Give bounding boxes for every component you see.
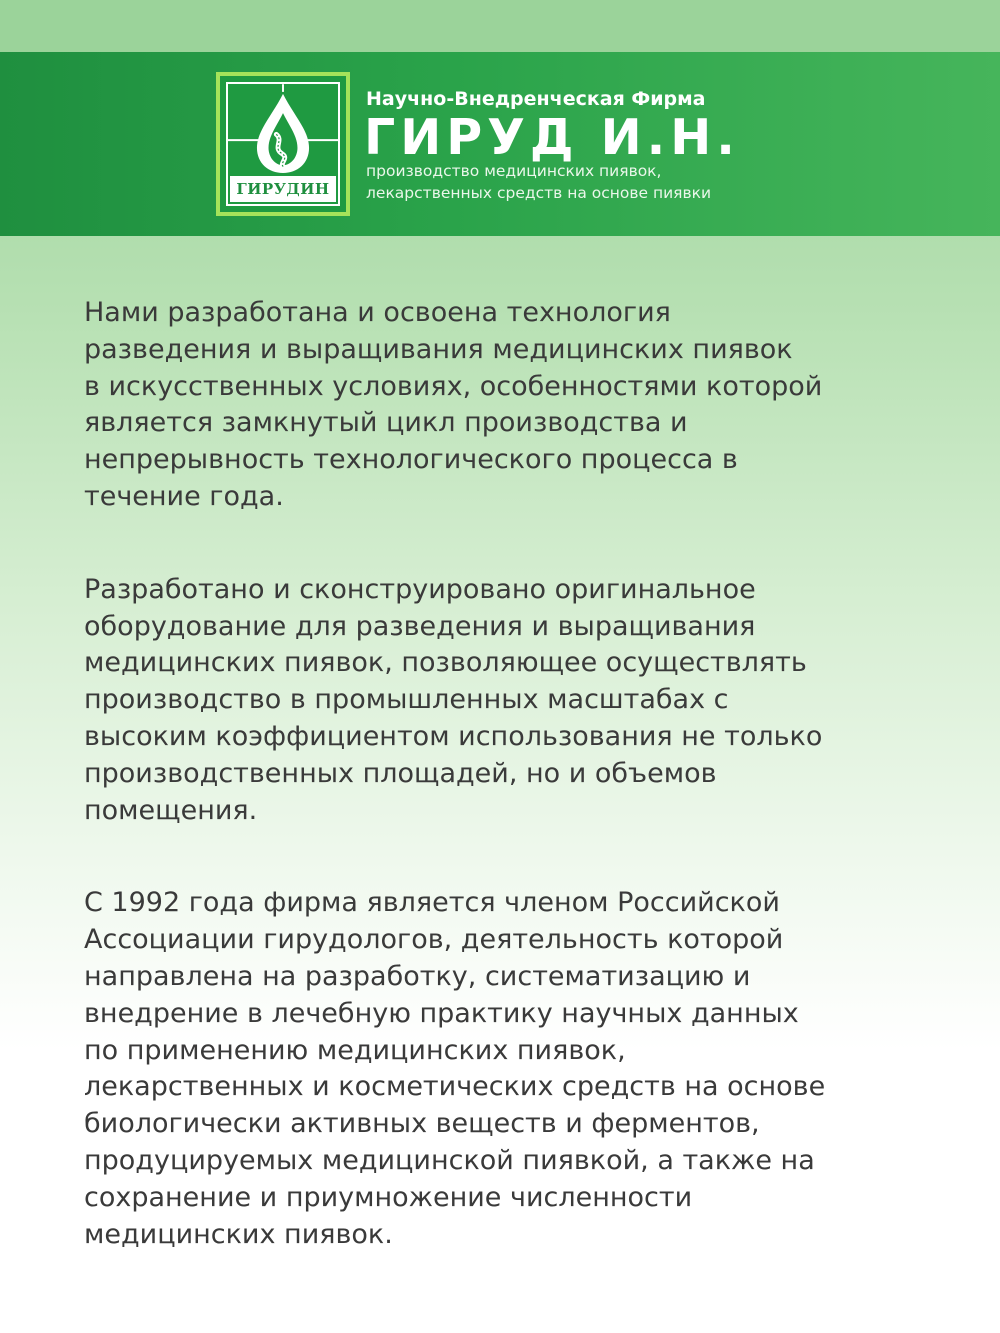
main-content	[84, 295, 944, 1253]
company-tagline	[366, 160, 711, 204]
tagline-line-2: лекарственных средств на основе пиявки	[366, 184, 712, 202]
tagline-line-1: производство медицинских пиявок,	[366, 162, 662, 180]
company-name: ГИРУД И.Н.	[364, 109, 740, 166]
logo-label: ГИРУДИН	[230, 176, 336, 202]
paragraph-technology: Нами разработана и освоена технология разведения и выращивания медицинских пиявок в искусственных условиях, особенностями которой является замкнутый цикл производства и непрерывность технологического процесса в течение года.	[84, 297, 823, 512]
paragraph-association: С 1992 года фирма является членом Российской Ассоциации гирудологов, деятельность которой направлена на разработку, систематизацию и внедрение в лечебную практику научных данных по применению медицинских пиявок, лекарственных и косметических средств на основе биологически активных веществ и ферментов, продуцируемых медицинской пиявкой, а также на сохранение и приумножение численности медицинских пиявок.	[84, 887, 826, 1250]
company-type: Научно-Внедренческая Фирма	[366, 88, 706, 110]
top-strip	[0, 0, 1000, 52]
paragraph-equipment: Разработано и сконструировано оригинальное оборудование для разведения и выращивания медицинских пиявок, позволяющее осуществлять производство в промышленных масштабах с высоким коэффициентом использования не только производственных площадей, но и объемов помещения.	[84, 573, 823, 826]
logo-frame	[226, 82, 340, 206]
company-logo	[216, 72, 350, 216]
